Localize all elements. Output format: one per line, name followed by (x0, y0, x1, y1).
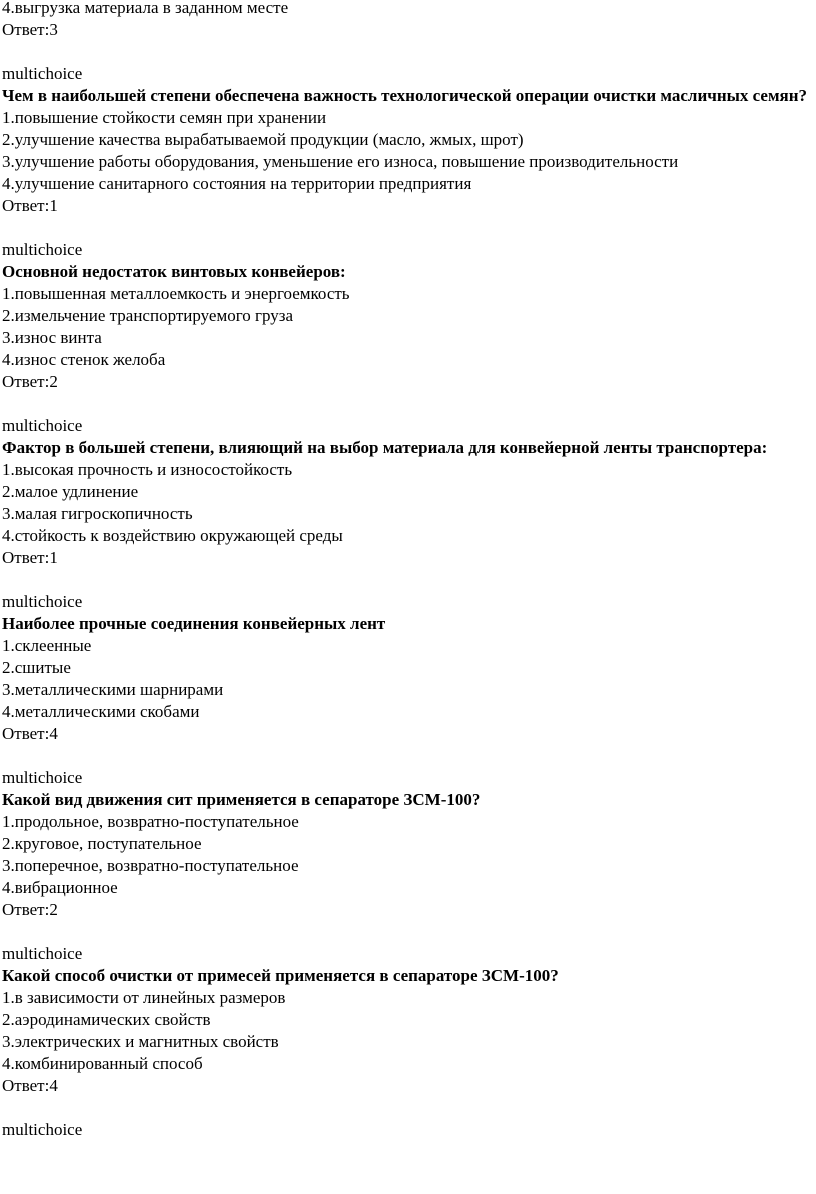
question-type: multichoice (2, 768, 83, 787)
question-block (2, 415, 816, 591)
question-type: multichoice (2, 1120, 83, 1139)
spacer (2, 921, 816, 943)
question-text: Какой способ очистки от примесей применяется в сепараторе ЗСМ-100? (2, 966, 559, 985)
option-text: 2.улучшение качества вырабатываемой продукции (масло, жмых, шрот) (2, 130, 524, 149)
option-text: 4.стойкость к воздействию окружающей среды (2, 526, 343, 545)
question-block (2, 591, 816, 767)
question-type: multichoice (2, 64, 83, 83)
answer-text: Ответ:2 (2, 900, 58, 919)
question-block (2, 239, 816, 415)
option-text: 1.продольное, возвратно-поступательное (2, 812, 299, 831)
option-text: 1.высокая прочность и износостойкость (2, 460, 293, 479)
question-type: multichoice (2, 240, 83, 259)
question-block (2, 943, 816, 1119)
question-block (2, 767, 816, 943)
option-text: 4.металлическими скобами (2, 702, 200, 721)
answer-text: Ответ:1 (2, 548, 58, 567)
option-text: 4.износ стенок желоба (2, 350, 166, 369)
option-text: 1.в зависимости от линейных размеров (2, 988, 286, 1007)
option-text: 4.улучшение санитарного состояния на территории предприятия (2, 174, 472, 193)
option-text: 3.износ винта (2, 328, 102, 347)
answer-text: Ответ:4 (2, 724, 58, 743)
option-text: 3.улучшение работы оборудования, уменьшение его износа, повышение производительности (2, 152, 679, 171)
option-text: 1.склеенные (2, 636, 92, 655)
spacer (2, 569, 816, 591)
spacer (2, 745, 816, 767)
answer-text: Ответ:4 (2, 1076, 58, 1095)
option-text: 2.круговое, поступательное (2, 834, 202, 853)
option-text: 2.аэродинамических свойств (2, 1010, 211, 1029)
question-block (2, 63, 816, 239)
spacer (2, 393, 816, 415)
question-text: Наиболее прочные соединения конвейерных лент (2, 614, 386, 633)
option-text: 4.выгрузка материала в заданном месте (2, 0, 289, 17)
answer-text: Ответ:1 (2, 196, 58, 215)
question-type: multichoice (2, 592, 83, 611)
spacer (2, 1097, 816, 1119)
option-text: 1.повышение стойкости семян при хранении (2, 108, 327, 127)
option-text: 2.сшитые (2, 658, 71, 677)
question-type: multichoice (2, 416, 83, 435)
question-text: Чем в наибольшей степени обеспечена важность технологической операции очистки масличных семян? (2, 86, 808, 105)
option-text: 3.малая гигроскопичность (2, 504, 193, 523)
option-text: 4.комбинированный способ (2, 1054, 203, 1073)
option-text: 3.электрических и магнитных свойств (2, 1032, 279, 1051)
question-text: Какой вид движения сит применяется в сепараторе ЗСМ-100? (2, 790, 481, 809)
option-text: 2.измельчение транспортируемого груза (2, 306, 294, 325)
option-text: 4.вибрационное (2, 878, 118, 897)
question-type: multichoice (2, 944, 83, 963)
option-text: 2.малое удлинение (2, 482, 139, 501)
question-text: Фактор в большей степени, влияющий на выбор материала для конвейерной ленты транспортера: (2, 438, 768, 457)
answer-text: Ответ:3 (2, 20, 58, 39)
spacer (2, 217, 816, 239)
option-text: 3.металлическими шарнирами (2, 680, 224, 699)
option-text: 3.поперечное, возвратно-поступательное (2, 856, 299, 875)
spacer (2, 41, 816, 63)
option-text: 1.повышенная металлоемкость и энергоемкость (2, 284, 350, 303)
answer-text: Ответ:2 (2, 372, 58, 391)
question-text: Основной недостаток винтовых конвейеров: (2, 262, 346, 281)
